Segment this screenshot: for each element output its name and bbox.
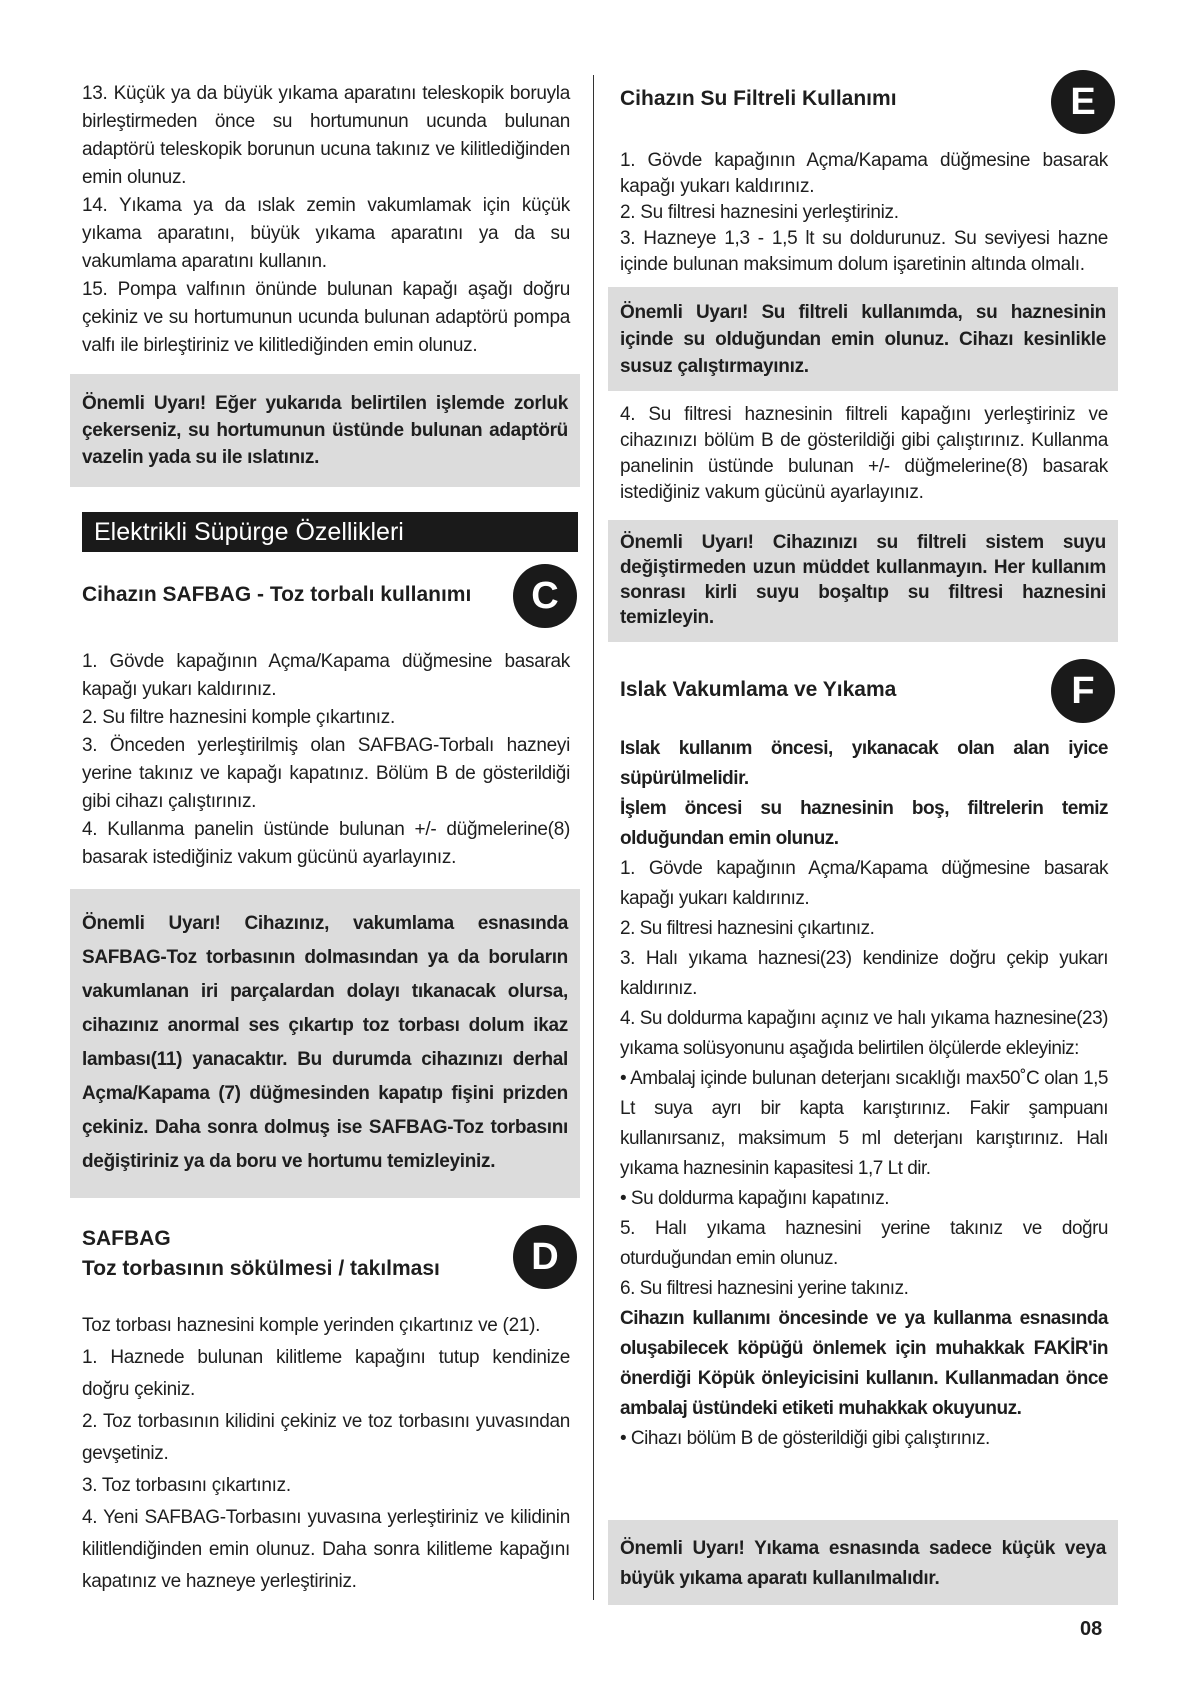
step: • Ambalaj içinde bulunan deterjanı sıcaklığı max50˚C olan 1,5 Lt suya ayrı bir kapta karıştırınız. Fakir şampuanı kullanırsanız, maksimum 5 ml deterjanı karıştırınız. Halı yıkama haznesinin kapasitesi 1,7 Lt dir. bbox=[620, 1068, 1108, 1179]
column-divider bbox=[593, 75, 594, 1600]
step: 4. Yeni SAFBAG-Torbasını yuvasına yerleştiriniz ve kilidinin kilitlendiğinden emin olunuz. Daha sonra kilitleme kapağını kapatınız ve hazneye yerleştiriniz. bbox=[82, 1507, 570, 1592]
section-letter-c-badge: C bbox=[513, 564, 577, 628]
step: 6. Su filtresi haznesini yerine takınız. bbox=[620, 1278, 909, 1299]
section-letter-f-badge: F bbox=[1051, 659, 1115, 723]
section-d-heading-line1: SAFBAG bbox=[82, 1227, 171, 1250]
step: 4. Su doldurma kapağını açınız ve halı yıkama haznesine(23) yıkama solüsyonunu aşağıda belirtilen ölçülerde ekleyiniz: bbox=[620, 1008, 1108, 1059]
step: 3. Halı yıkama haznesi(23) kendinize doğru çekip yukarı kaldırınız. bbox=[620, 948, 1108, 999]
step: Toz torbası haznesini komple yerinden çıkartınız ve (21). bbox=[82, 1315, 541, 1336]
warning-box: Önemli Uyarı! Cihazınızı su filtreli sistem suyu değiştirmeden uzun müddet kullanmayın. Her kullanım sonrası kirli suyu boşaltıp su filtresi haznesini temizleyin. bbox=[608, 520, 1118, 642]
section-letter-e-badge: E bbox=[1051, 70, 1115, 134]
section-f-steps bbox=[620, 734, 1108, 1454]
step: 1. Haznede bulunan kilitleme kapağını tutup kendinize doğru çekiniz. bbox=[82, 1347, 570, 1400]
bold-note: Cihazın kullanımı öncesinde ve ya kullanma esnasında oluşabilecek köpüğü önlemek için muhakkak FAKİR'in önerdiği Köpük önleyicisini kullanın. Kullanmadan önce ambalaj üstündeki etiketi muhakkak okuyunuz. bbox=[620, 1308, 1108, 1419]
section-title-bar: Elektrikli Süpürge Özellikleri bbox=[82, 512, 578, 552]
section-c-heading: Cihazın SAFBAG - Toz torbalı kullanımı bbox=[82, 583, 472, 606]
step: 2. Su filtresi haznesini çıkartınız. bbox=[620, 918, 875, 939]
step: • Su doldurma kapağını kapatınız. bbox=[620, 1188, 889, 1209]
step: 4. Kullanma panelin üstünde bulunan +/- düğmelerine(8) basarak istediğiniz vakum gücünü ayarlayınız. bbox=[82, 819, 570, 868]
section-d-steps bbox=[82, 1310, 570, 1598]
section-letter-d-badge: D bbox=[513, 1225, 577, 1289]
warning-box: Önemli Uyarı! Eğer yukarıda belirtilen işlemde zorluk çekerseniz, su hortumunun üstünde bulunan adaptörü vazelin yada su ile ıslatınız. bbox=[70, 374, 580, 487]
step: 2. Su filtresi haznesini yerleştiriniz. bbox=[620, 202, 899, 223]
bold-note: Islak kullanım öncesi, yıkanacak olan alan iyice süpürülmelidir. bbox=[620, 738, 1108, 789]
step: 2. Su filtre haznesini komple çıkartınız. bbox=[82, 707, 395, 728]
step: 1. Gövde kapağının Açma/Kapama düğmesine basarak kapağı yukarı kaldırınız. bbox=[82, 651, 570, 700]
section-d-heading bbox=[82, 1224, 570, 1284]
section-e-heading: Cihazın Su Filtreli Kullanımı bbox=[620, 87, 897, 110]
bold-note: İşlem öncesi su haznesinin boş, filtrelerin temiz olduğundan emin olunuz. bbox=[620, 798, 1108, 849]
section-c-steps bbox=[82, 648, 570, 872]
warning-box: Önemli Uyarı! Yıkama esnasında sadece küçük veya büyük yıkama aparatı kullanılmalıdır. bbox=[608, 1520, 1118, 1605]
section-e-steps bbox=[620, 148, 1108, 278]
step-14: 14. Yıkama ya da ıslak zemin vakumlamak için küçük yıkama aparatını, büyük yıkama aparatını ya da su vakumlama aparatını kullanın. bbox=[82, 195, 570, 272]
warning-box: Önemli Uyarı! Su filtreli kullanımda, su haznesinin içinde su olduğundan emin olunuz. Cihazı kesinlikle susuz çalıştırmayınız. bbox=[608, 287, 1118, 391]
section-f-heading: Islak Vakumlama ve Yıkama bbox=[620, 678, 897, 701]
step: 2. Toz torbasının kilidini çekiniz ve toz torbasını yuvasından gevşetiniz. bbox=[82, 1411, 570, 1464]
step: 1. Gövde kapağının Açma/Kapama düğmesine basarak kapağı yukarı kaldırınız. bbox=[620, 150, 1108, 197]
step: 3. Toz torbasını çıkartınız. bbox=[82, 1475, 291, 1496]
intro-steps bbox=[82, 80, 570, 360]
section-e-step-4: 4. Su filtresi haznesinin filtreli kapağını yerleştiriniz ve cihazınızı bölüm B de gösterildiği gibi çalıştırınız. Kullanma panelinin üstünde bulunan +/- düğmelerine(8) basarak istediğiniz vakum gücünü ayarlayınız. bbox=[620, 404, 1108, 503]
step: 1. Gövde kapağının Açma/Kapama düğmesine basarak kapağı yukarı kaldırınız. bbox=[620, 858, 1108, 909]
step: 3. Önceden yerleştirilmiş olan SAFBAG-Torbalı hazneyi yerine takınız ve kapağı kapatınız. Bölüm B de gösterildiği gibi cihazı çalıştırınız. bbox=[82, 735, 570, 812]
section-d-heading-line2: Toz torbasının sökülmesi / takılması bbox=[82, 1257, 440, 1280]
step: 3. Hazneye 1,3 - 1,5 lt su doldurunuz. Su seviyesi hazne içinde bulunan maksimum dolum işaretinin altında olmalı. bbox=[620, 228, 1108, 275]
step: • Cihazı bölüm B de gösterildiği gibi çalıştırınız. bbox=[620, 1428, 990, 1449]
step: 5. Halı yıkama haznesini yerine takınız ve doğru oturduğundan emin olunuz. bbox=[620, 1218, 1108, 1269]
page-number: 08 bbox=[1080, 1618, 1103, 1640]
step-15: 15. Pompa valfının önünde bulunan kapağı aşağı doğru çekiniz ve su hortumunun ucunda bulunan adaptörü pompa valfı ile birleştiriniz ve kilitlediğinden emin olunuz. bbox=[82, 279, 570, 356]
step-13: 13. Küçük ya da büyük yıkama aparatını teleskopik boruyla birleştirmeden önce su hortumunun ucunda bulunan adaptörü teleskopik borunun ucuna takınız ve kilitlediğinden emin olunuz. bbox=[82, 83, 570, 188]
warning-box: Önemli Uyarı! Cihazınız, vakumlama esnasında SAFBAG-Toz torbasının dolmasından ya da boruların vakumlanan iri parçalardan dolayı tıkanacak olursa, cihazınız anormal ses çıkartıp toz torbası dolum ikaz lambası(11) yanacaktır. Bu durumda cihazınızı derhal Açma/Kapama (7) düğmesinden kapatıp fişini prizden çekiniz. Daha sonra dolmuş ise SAFBAG-Toz torbasını değiştiriniz ya da boru ve hortumu temizleyiniz. bbox=[70, 889, 580, 1198]
